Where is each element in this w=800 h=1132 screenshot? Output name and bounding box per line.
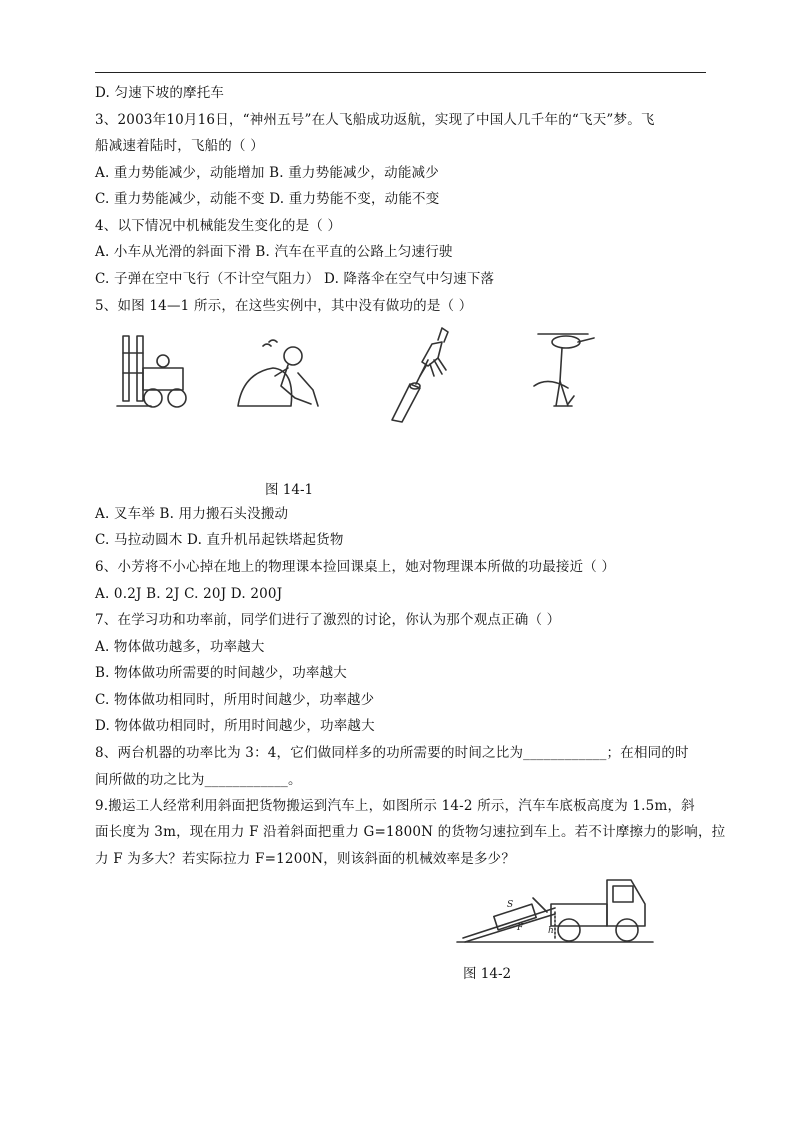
text-line-7: A. 小车从光滑的斜面下滑 B. 汽车在平直的公路上匀速行驶 [95,244,453,260]
text-line-15: A. 物体做功越多，功率越大 [95,639,265,655]
forklift-image [115,328,205,413]
text-line-4: A. 重力势能减少，动能增加 B. 重力势能减少，动能减少 [95,165,439,181]
text-line-9: 5、如图 14—1 所示，在这些实例中，其中没有做功的是（ ） [95,298,473,314]
person-pushing-rock-image [233,338,323,413]
text-line-22: 面长度为 3m，现在用力 F 沿着斜面把重力 G=1800N 的货物匀速拉到车上。若不计摩擦力的影响，拉 [95,824,726,840]
text-line-21: 9.搬运工人经常利用斜面把货物搬运到汽车上，如图所示 14-2 所示，汽车车底板高度为 1.5m，斜 [95,798,695,814]
text-line-11: C. 马拉动圆木 D. 直升机吊起铁塔起货物 [95,532,344,548]
text-line-14: 7、在学习功和功率前，同学们进行了激烈的讨论，你认为那个观点正确（ ） [95,612,561,628]
text-line-18: D. 物体做功相同时，所用时间越少，功率越大 [95,718,375,734]
text-line-12: 6、小芳将不小心掉在地上的物理课本捡回课桌上，她对物理课本所做的功最接近（ ） [95,559,616,575]
ramp-label-h: h [548,926,554,936]
text-line-23: 力 F 为多大？若实际拉力 F=1200N，则该斜面的机械效率是多少？ [95,851,516,867]
horse-pulling-log-image [380,322,460,422]
text-line-2: 3、2003年10月16日，“神州五号”在人飞船成功返航，实现了中国人几千年的“飞天”梦。飞 [95,112,655,128]
text-line-3: 船减速着陆时，飞船的（ ） [95,138,264,154]
text-line-8: C. 子弹在空中飞行（不计空气阻力） D. 降落伞在空气中匀速下落 [95,271,495,287]
text-line-19: 8、两台机器的功率比为 3：4，它们做同样多的功所需要的时间之比为____________；在相同的时 [95,745,689,761]
text-line-17: C. 物体做功相同时，所用时间越少，功率越少 [95,692,375,708]
ramp-label-f: F [517,923,524,933]
text-line-5: C. 重力势能减少，动能不变 D. 重力势能不变，动能不变 [95,191,440,207]
text-line-1: D. 匀速下坡的摩托车 [95,85,225,101]
ramp-label-s: S [507,900,514,910]
text-line-20: 间所做的功之比为____________。 [95,772,302,788]
truck-ramp-image [455,868,655,948]
text-line-10: A. 叉车举 B. 用力搬石头没搬动 [95,506,289,522]
helicopter-lifting-tower-image [528,326,608,421]
text-line-13: A. 0.2J B. 2J C. 20J D. 200J [95,586,283,602]
text-line-16: B. 物体做功所需要的时间越少，功率越大 [95,665,348,681]
text-line-6: 4、以下情况中机械能发生变化的是（ ） [95,218,342,234]
figure-14-1-caption: 图 14-1 [265,482,314,498]
figure-14-2-caption: 图 14-2 [463,966,512,982]
header-rule [95,72,706,73]
